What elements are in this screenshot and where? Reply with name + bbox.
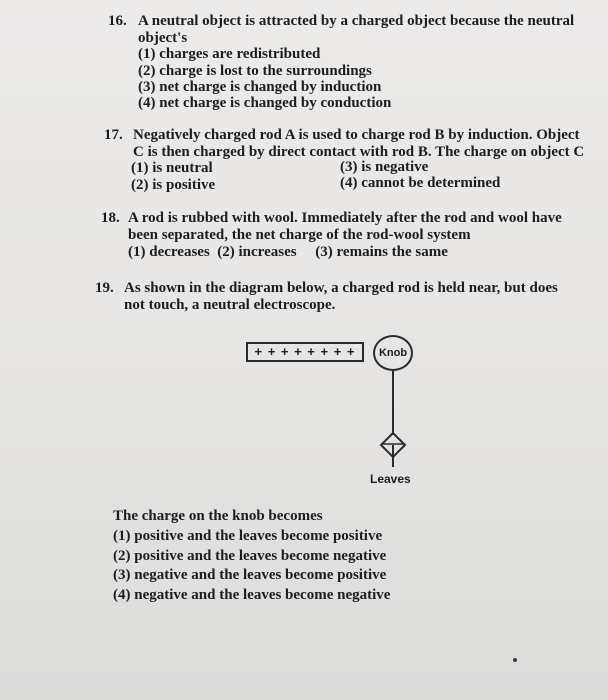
question-number: 19.	[95, 280, 114, 296]
question-text	[124, 280, 558, 314]
question-number: 18.	[101, 210, 120, 226]
question-text	[128, 210, 562, 261]
question-text	[133, 127, 584, 161]
answer-option: (4) net charge is changed by conduction	[138, 95, 392, 111]
question-line: A neutral object is attracted by a charged object because the neutral	[138, 13, 575, 29]
leaves-graphic	[240, 335, 440, 495]
question-line: not touch, a neutral electroscope.	[124, 297, 336, 313]
leaves-label: Leaves	[370, 472, 411, 486]
question-line: Negatively charged rod A is used to charge rod B by induction. Object	[133, 127, 580, 143]
question-line: A rod is rubbed with wool. Immediately after the rod and wool have	[128, 210, 562, 226]
answer-option: (1) charges are redistributed	[138, 46, 321, 62]
answer-option: (4) cannot be determined	[340, 175, 501, 191]
question-line: C is then charged by direct contact with rod B. The charge on object C	[133, 144, 585, 160]
question-line: been separated, the net charge of the rod-wool system	[128, 227, 471, 243]
answer-option: (1) is neutral	[131, 160, 213, 176]
answer-option: (2) is positive	[131, 177, 216, 193]
question-line: As shown in the diagram below, a charged rod is held near, but does	[124, 280, 558, 296]
answer-option: (3) is negative	[340, 159, 429, 175]
question-line: object's	[138, 30, 188, 46]
question-number: 17.	[104, 127, 123, 143]
answer-option: (2) charge is lost to the surroundings	[138, 63, 372, 79]
answer-option: (3) net charge is changed by induction	[138, 79, 382, 95]
charged-rod: + + + + + + + +	[246, 342, 364, 362]
answer-option: (4) negative and the leaves become negative	[113, 587, 391, 603]
answer-option: (2) positive and the leaves become negative	[113, 548, 387, 564]
knob-label: Knob	[373, 335, 413, 371]
question-stem: The charge on the knob becomes	[113, 508, 323, 524]
answer-option: (3) negative and the leaves become positive	[113, 567, 387, 583]
question-line: (1) decreases (2) increases (3) remains the same	[128, 244, 448, 260]
electroscope-diagram	[240, 335, 440, 495]
question-text	[138, 13, 574, 47]
question-number: 16.	[108, 13, 127, 29]
page-speck	[510, 655, 520, 665]
bleed-through	[200, 395, 203, 411]
answer-option: (1) positive and the leaves become positive	[113, 528, 383, 544]
